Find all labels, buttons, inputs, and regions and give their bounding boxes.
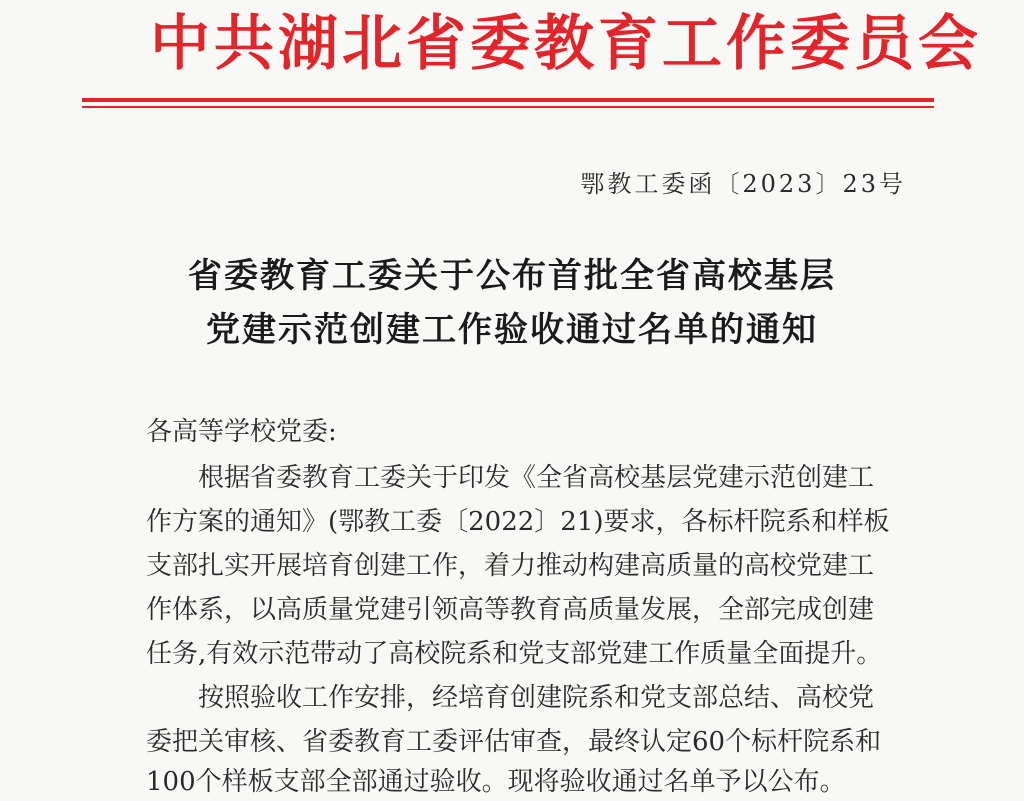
masthead-title: 中共湖北省委教育工作委员会 [150, 9, 982, 79]
masthead-red-rule [82, 98, 934, 102]
paragraph-1-line-2: 作方案的通知》(鄂教工委〔2022〕21)要求，各标杆院系和样板 [146, 507, 890, 537]
paragraph-1-line-1: 根据省委教育工委关于印发《全省高校基层党建示范创建工 [198, 463, 875, 493]
paragraph-2-line-3: 100个样板支部全部通过验收。现将验收通过名单予以公布。 [146, 767, 846, 797]
masthead-red-rule-thin [82, 106, 934, 108]
paragraph-2-line-2: 委把关审核、省委教育工委评估审查，最终认定60个标杆院系和 [146, 727, 882, 757]
document-number: 鄂教工委函〔2023〕23号 [580, 170, 906, 198]
document-title-line-2: 党建示范创建工作验收通过名单的通知 [206, 310, 818, 350]
paragraph-1-line-5: 任务,有效示范带动了高校院系和党支部党建工作质量全面提升。 [146, 639, 883, 669]
paragraph-1-line-4: 作体系，以高质量党建引领高等教育高质量发展，全部完成创建 [146, 595, 875, 625]
salutation: 各高等学校党委: [146, 417, 337, 447]
paragraph-2-line-1: 按照验收工作安排，经培育创建院系和党支部总结、高校党 [198, 683, 875, 713]
document-title-line-1: 省委教育工委关于公布首批全省高校基层 [188, 256, 836, 296]
paragraph-1-line-3: 支部扎实开展培育创建工作，着力推动构建高质量的高校党建工 [146, 551, 875, 581]
